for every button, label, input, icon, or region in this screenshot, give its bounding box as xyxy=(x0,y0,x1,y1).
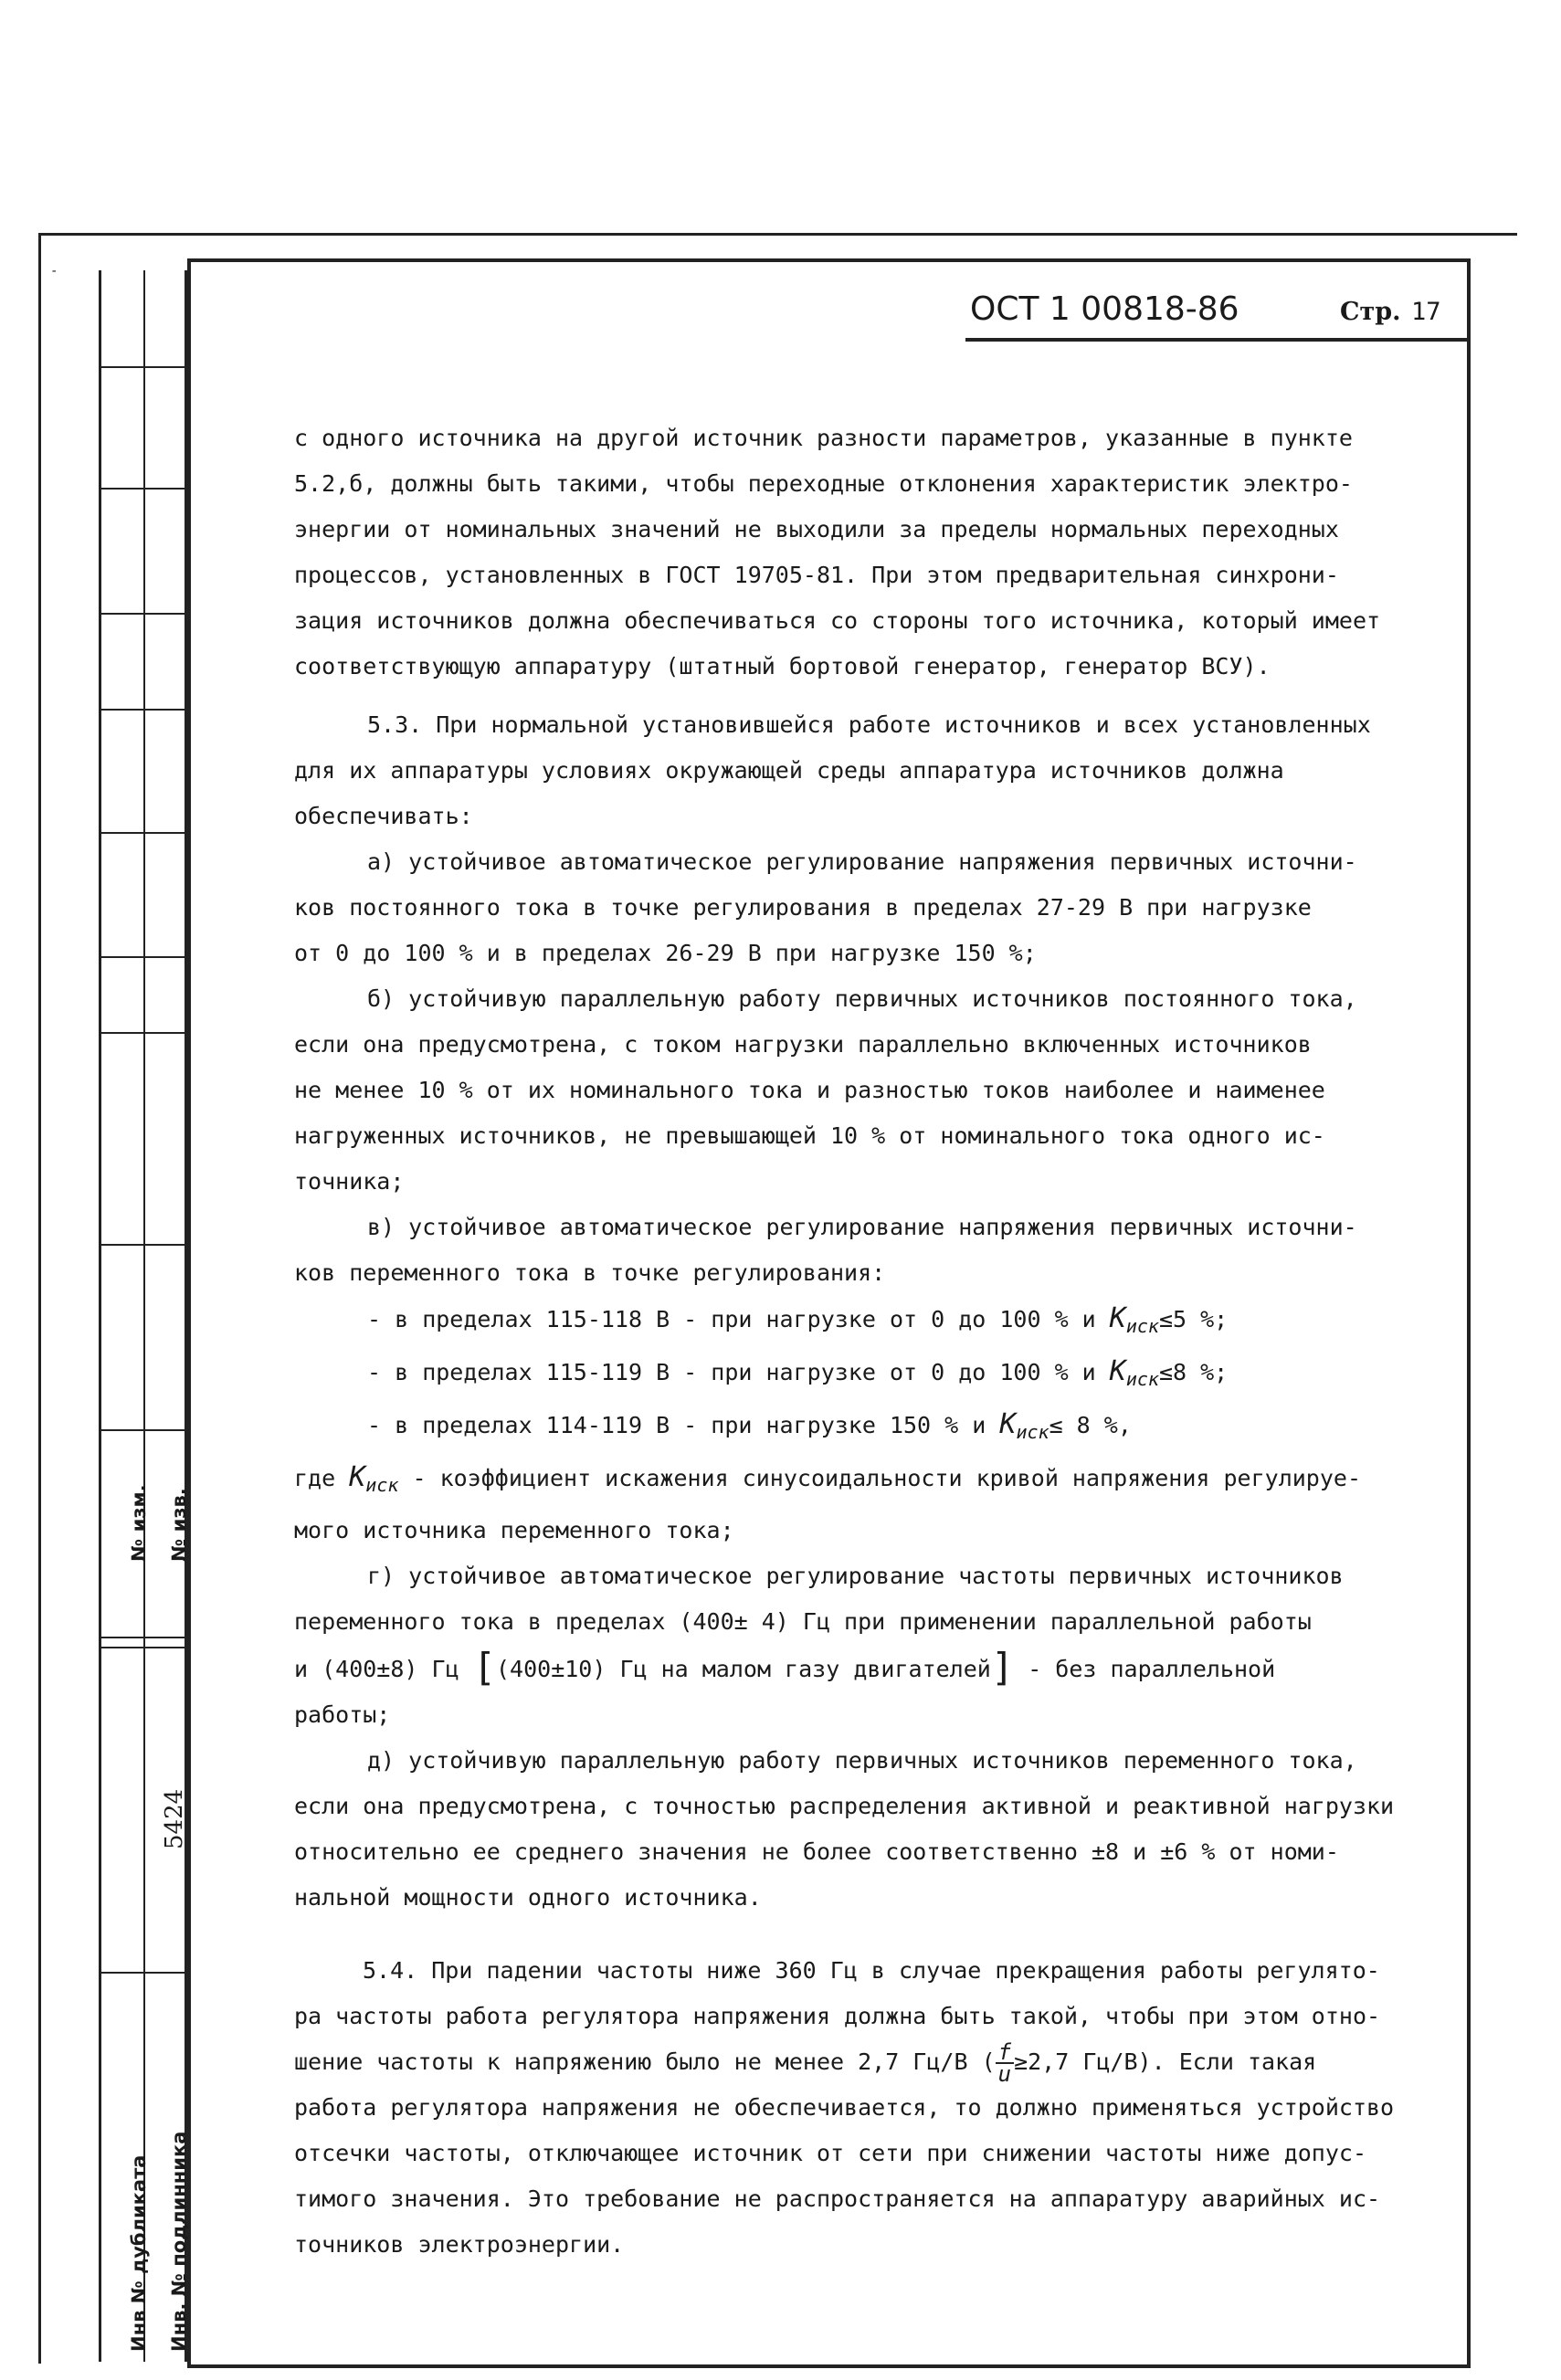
text-line: нагруженных источников, не превышающей 10 % от номинального тока одного ис- xyxy=(294,1122,1325,1149)
text-line: тимого значения. Это требование не распространяется на аппаратуру аварийных ис- xyxy=(294,2185,1381,2212)
k-symbol: K xyxy=(999,1408,1017,1440)
text-line: нальной мощности одного источника. xyxy=(294,1884,762,1911)
text-line: от 0 до 100 % и в пределах 26-29 В при нагрузке 150 %; xyxy=(294,940,1037,966)
text-fragment: шение частоты к напряжению было не менее 2,7 Гц/В ( xyxy=(294,2048,996,2075)
stamp-row-line xyxy=(99,366,187,368)
right-bracket: ] xyxy=(990,1645,1015,1690)
document-body xyxy=(294,416,1445,2268)
standard-number: ОСТ 1 00818-86 xyxy=(970,290,1239,328)
stamp-izv-label: № изв. xyxy=(168,1488,190,1562)
text-fragment: ≤5 %; xyxy=(1158,1306,1229,1332)
stamp-izm-label: № изм. xyxy=(128,1484,150,1562)
stamp-row-line xyxy=(99,1244,187,1246)
text-fragment: - коэффициент искажения синусоидальности кривой напряжения регулируе- xyxy=(412,1465,1362,1491)
text-line: не менее 10 % от их номинального тока и разностью токов наиболее и наименее xyxy=(294,1077,1325,1103)
text-line: точника; xyxy=(294,1168,405,1195)
stamp-inv-number: 5424 xyxy=(161,1788,188,1849)
stamp-row-line xyxy=(99,1637,187,1638)
text-line: обеспечивать: xyxy=(294,803,473,829)
stamp-row-line xyxy=(99,956,187,958)
stamp-row-line xyxy=(99,1429,187,1431)
stamp-row-line xyxy=(99,1647,187,1648)
k-symbol: K xyxy=(349,1461,366,1493)
left-bracket: [ xyxy=(472,1645,496,1690)
text-line: зация источников должна обеспечиваться со стороны того источника, который имеет xyxy=(294,607,1381,634)
text-line: работы; xyxy=(294,1701,391,1728)
text-line: 5.2,б, должны быть такими, чтобы переходные отклонения характеристик электро- xyxy=(294,470,1353,497)
fraction-denominator: u xyxy=(997,2061,1012,2087)
text-line: отсечки частоты, отключающее источник от сети при снижении частоты ниже допус- xyxy=(294,2140,1366,2166)
text-line: г) устойчивое автоматическое регулирование частоты первичных источников xyxy=(367,1563,1344,1589)
text-line: относительно ее среднего значения не более соответственно ±8 и ±6 % от номи- xyxy=(294,1838,1339,1865)
text-fragment: где xyxy=(294,1465,336,1491)
stamp-dublikata-label: Инв № дубликата xyxy=(128,2154,150,2352)
text-line: ков переменного тока в точке регулирования: xyxy=(294,1259,886,1286)
k-subscript: иск xyxy=(1125,1315,1159,1337)
text-line xyxy=(294,1402,1445,1455)
text-fragment: ≤ 8 %, xyxy=(1049,1412,1132,1438)
text-fragment: - в пределах 114-119 В - при нагрузке 150 % и xyxy=(367,1412,986,1438)
text-line: процессов, установленных в ГОСТ 19705-81. При этом предварительная синхрони- xyxy=(294,562,1339,588)
stamp-row-line xyxy=(99,1032,187,1034)
text-line: работа регулятора напряжения не обеспечивается, то должно применяться устройство xyxy=(294,2094,1395,2121)
side-stamp xyxy=(99,270,187,2362)
scan-mark: - xyxy=(50,264,58,279)
text-line xyxy=(294,1296,1445,1349)
text-line: если она предусмотрена, с током нагрузки параллельно включенных источников xyxy=(294,1031,1312,1058)
text-fragment: ≥2,7 Гц/В). Если такая xyxy=(1014,2048,1317,2075)
text-line: ков постоянного тока в точке регулирования в пределах 27-29 В при нагрузке xyxy=(294,894,1312,921)
k-subscript: иск xyxy=(365,1474,399,1496)
text-line: 5.3. При нормальной установившейся работе источников и всех установленных xyxy=(367,711,1371,738)
text-fragment: - без параллельной xyxy=(1028,1656,1276,1682)
text-fragment: - в пределах 115-119 В - при нагрузке от 0 до 100 % и xyxy=(367,1359,1096,1385)
page-label: Стр. xyxy=(1340,298,1401,326)
page-header xyxy=(965,283,1471,342)
text-fragment: (400±10) Гц на малом газу двигателей xyxy=(495,1656,991,1682)
text-line: соответствующую аппаратуру (штатный бортовой генератор, генератор ВСУ). xyxy=(294,653,1271,679)
text-line: в) устойчивое автоматическое регулирование напряжения первичных источни- xyxy=(367,1214,1357,1240)
text-line: б) устойчивую параллельную работу первичных источников постоянного тока, xyxy=(367,985,1357,1012)
page-number: 17 xyxy=(1411,298,1441,326)
stamp-podlinnika-label: Инв. № подлинника xyxy=(168,2131,190,2352)
k-subscript: иск xyxy=(1016,1421,1049,1443)
k-symbol: K xyxy=(1109,1302,1126,1334)
fraction-numerator: f xyxy=(996,2042,1014,2064)
text-line xyxy=(294,1645,1445,1692)
text-line: а) устойчивое автоматическое регулирование напряжения первичных источни- xyxy=(367,848,1357,875)
text-line xyxy=(294,1455,1445,1508)
text-line: энергии от номинальных значений не выходили за пределы нормальных переходных xyxy=(294,516,1339,542)
text-line: для их аппаратуры условиях окружающей среды аппаратура источников должна xyxy=(294,757,1284,784)
stamp-divider xyxy=(143,270,145,2362)
text-line: ра частоты работа регулятора напряжения должна быть такой, чтобы при этом отно- xyxy=(294,2003,1381,2029)
stamp-row-line xyxy=(99,613,187,615)
text-line: переменного тока в пределах (400± 4) Гц при применении параллельной работы xyxy=(294,1608,1312,1635)
text-fragment: - в пределах 115-118 В - при нагрузке от 0 до 100 % и xyxy=(367,1306,1096,1332)
fraction-f-over-u xyxy=(996,2039,1014,2087)
stamp-row-line xyxy=(99,488,187,490)
text-line: 5.4. При падении частоты ниже 360 Гц в случае прекращения работы регулято- xyxy=(363,1957,1380,1984)
text-fragment: и (400±8) Гц xyxy=(294,1656,459,1682)
text-line: точников электроэнергии. xyxy=(294,2231,625,2258)
k-symbol: K xyxy=(1109,1355,1126,1387)
text-line: с одного источника на другой источник разности параметров, указанные в пункте xyxy=(294,425,1353,451)
text-line: мого источника переменного тока; xyxy=(294,1517,734,1543)
text-fragment: ≤8 %; xyxy=(1158,1359,1229,1385)
text-line: д) устойчивую параллельную работу первичных источников переменного тока, xyxy=(367,1747,1357,1774)
text-line xyxy=(294,2039,1445,2085)
text-line: если она предусмотрена, с точностью распределения активной и реактивной нагрузки xyxy=(294,1793,1395,1819)
text-line xyxy=(294,1349,1445,1402)
stamp-row-line xyxy=(99,1972,187,1974)
k-subscript: иск xyxy=(1125,1368,1159,1390)
stamp-row-line xyxy=(99,832,187,834)
stamp-row-line xyxy=(99,709,187,711)
